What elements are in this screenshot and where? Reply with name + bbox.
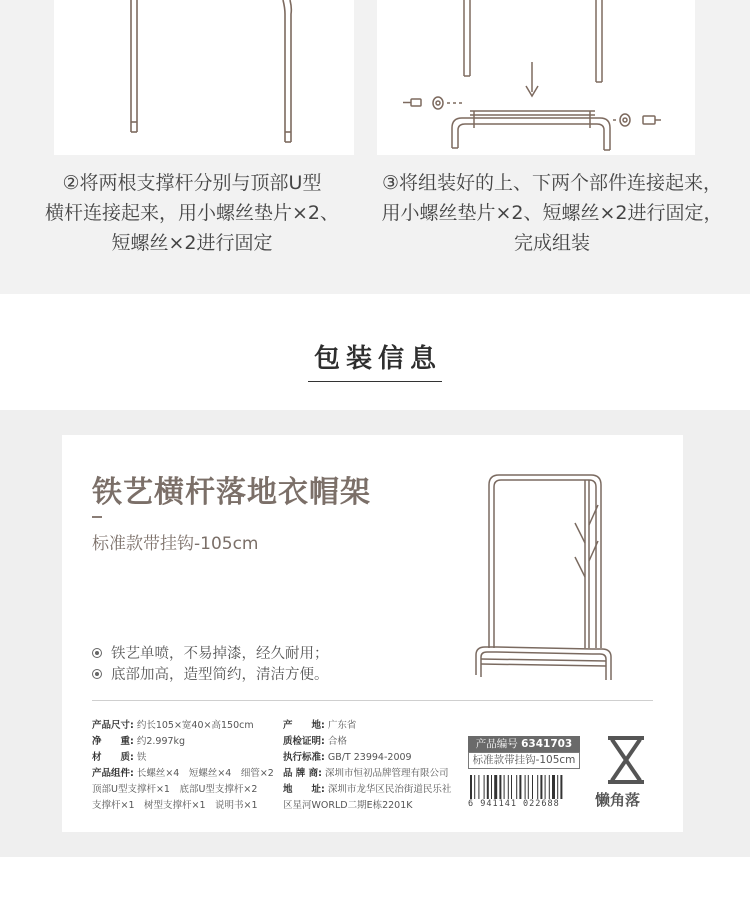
step3-caption [372,168,732,258]
section-title: 包装信息 [308,338,442,382]
divider-line [92,700,653,701]
barcode-bar [537,775,538,799]
spec-value: 区星河WORLD二期E栋2201K [283,800,413,811]
step2-line-1: ②将两根支撑杆分别与顶部U型 [62,172,322,194]
spec-row [283,798,451,814]
product-title: 铁艺横杆落地衣帽架 [92,475,371,510]
coat-rack-illustration [467,465,617,680]
spec-column-right [283,718,451,814]
barcode-bar [504,775,505,799]
barcode-bar [528,775,529,799]
spec-row [92,718,274,734]
spec-row [283,782,451,798]
spec-key: 产品尺寸: [92,720,134,731]
barcode-bar [552,775,555,799]
barcode-bar [519,775,521,799]
feature-item [92,642,329,663]
spec-row [283,734,451,750]
bullet-circle-icon [92,648,102,658]
product-code-label: 产品编号 [475,738,518,750]
assembly-section [0,0,750,294]
spec-row [92,798,274,814]
barcode-bar [491,775,492,799]
spec-value: 广东省 [327,720,357,731]
feature-list [92,642,329,684]
step3-line-2: 用小螺丝垫片×2、短螺丝×2进行固定， [381,202,723,224]
product-code-box [468,736,580,769]
barcode-bar [545,775,546,799]
spec-value: 铁 [136,752,147,763]
package-label-card [62,435,683,832]
spec-row [92,782,274,798]
spec-value: 深圳市龙华区民治街道民乐社 [327,784,452,795]
spec-value: 深圳市恒初品牌管理有限公司 [324,768,449,779]
spec-key: 材 质: [92,752,134,763]
barcode-bar [516,775,517,799]
base-assembly-drawing [377,0,695,155]
spec-row [283,750,451,766]
title-dash [92,516,102,518]
barcode-bar [525,775,526,799]
section-title-wrap [0,338,750,382]
spec-row [92,734,274,750]
packaging-section [0,410,750,857]
step3-line-3: 完成组装 [513,232,590,254]
step2-caption [12,168,372,258]
feature-item [92,663,329,684]
barcode-bar [549,775,550,799]
barcode-bar [478,775,479,799]
product-code-variant: 标准款带挂钩-105cm [468,752,580,769]
step3-illustration [377,0,695,155]
spec-key: 品 牌 商: [283,768,322,779]
spec-key: 产品组件: [92,768,134,779]
spec-key: 净 重: [92,736,134,747]
barcode-bar [560,775,562,799]
spec-row [92,750,274,766]
spec-row [283,718,451,734]
spec-value: 支撑杆×1 树型支撑杆×1 说明书×1 [92,800,258,811]
product-code-header [468,736,580,752]
spec-row [92,766,274,782]
brand-name: 懒角落 [595,791,641,809]
barcode-bar [474,775,475,799]
spec-value: GB/T 23994-2009 [327,752,412,763]
barcode-bar [532,775,533,799]
step3-line-1: ③将组装好的上、下两个部件连接起来， [381,172,723,194]
barcode-image [468,775,580,799]
barcode-bar [540,775,542,799]
barcode-bar [508,775,509,799]
spec-value: 顶部U型支撑杆×1 底部U型支撑杆×2 [92,784,258,795]
step2-line-3: 短螺丝×2进行固定 [111,232,273,254]
spec-key: 质检证明: [283,736,325,747]
barcode-bar [470,775,472,799]
barcode-bar [511,775,512,799]
feature-text: 底部加高，造型简约，清洁方便。 [111,667,329,683]
step2-illustration [54,0,354,155]
barcode-bar [484,775,485,799]
product-subtitle: 标准款带挂钩-105cm [92,534,259,554]
barcode-bar [487,775,489,799]
barcode-bar [494,775,497,799]
barcode-digits: 6 941141 022688 [468,799,560,809]
product-code-value: 6341703 [521,738,573,750]
spec-value: 长螺丝×4 短螺丝×4 细管×2 [136,768,274,779]
barcode-bar [499,775,501,799]
spec-value: 约2.997kg [136,736,186,747]
spec-value: 合格 [327,736,347,747]
feature-text: 铁艺单喷，不易掉漆，经久耐用； [111,646,329,662]
barcode-bar [557,775,558,799]
spec-key: 地 址: [283,784,325,795]
spec-key: 产 地: [283,720,325,731]
spec-column-left [92,718,274,814]
spec-key: 执行标准: [283,752,325,763]
spec-value: 约长105×宽40×高150cm [136,720,254,731]
step2-line-2: 横杆连接起来，用小螺丝垫片×2、 [44,202,339,224]
support-rods-drawing [54,0,354,155]
bullet-circle-icon [92,669,102,679]
hourglass-x-icon [607,735,645,785]
spec-row [283,766,451,782]
